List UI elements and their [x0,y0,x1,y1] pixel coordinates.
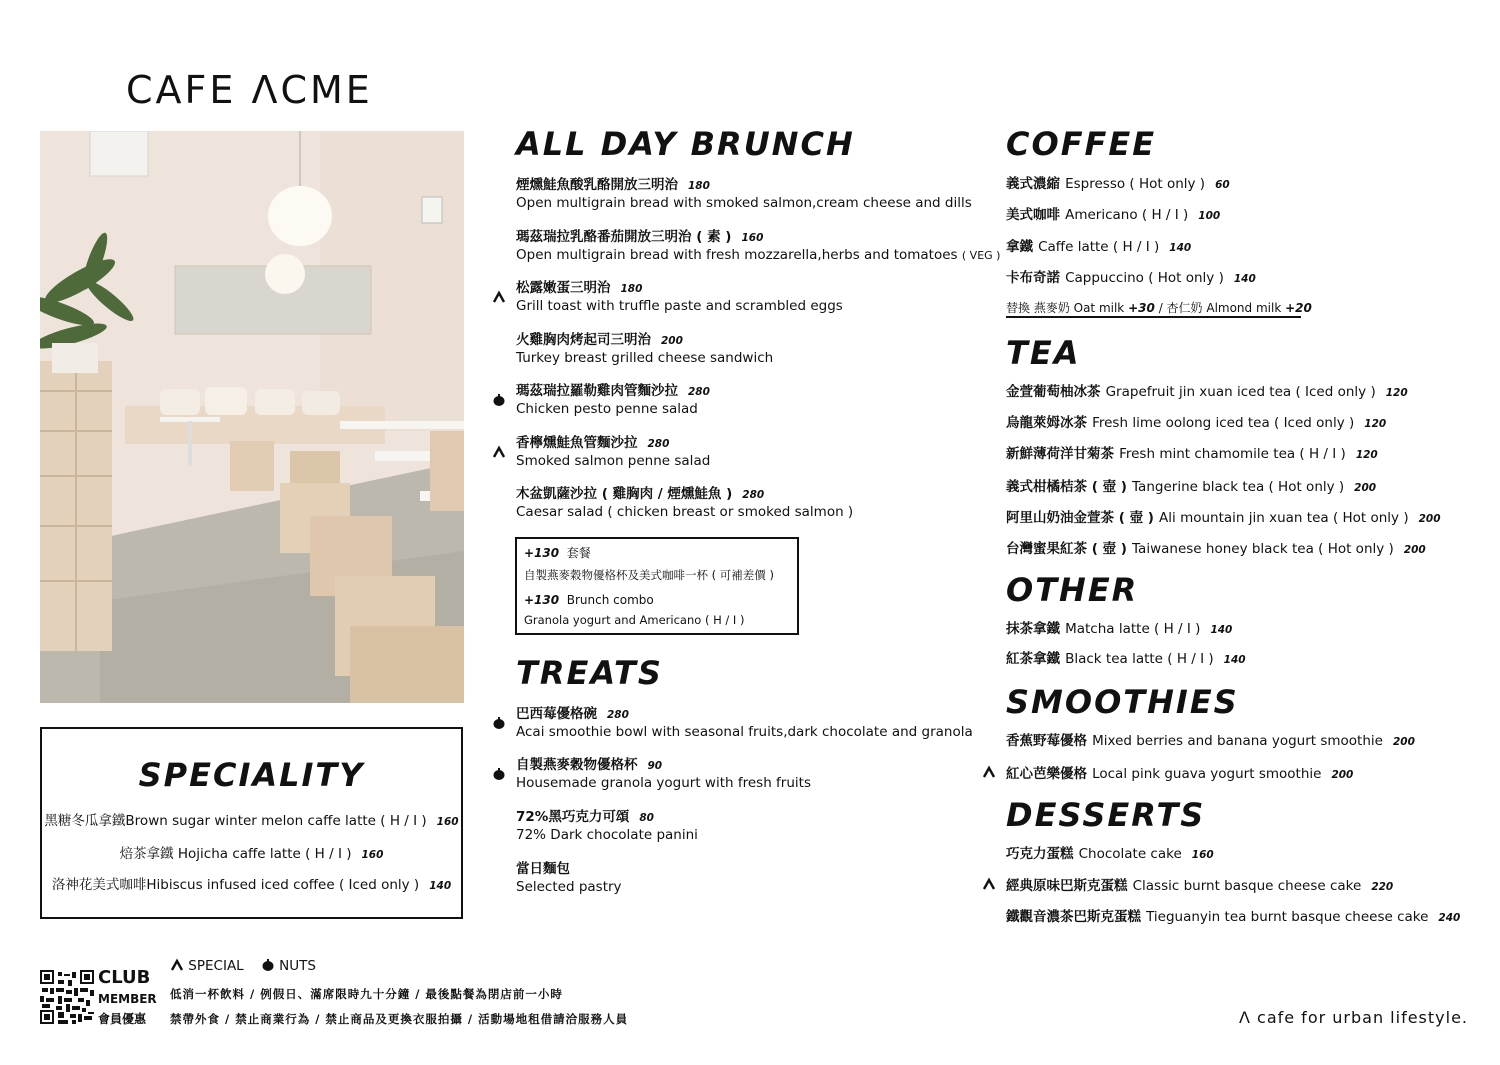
house-rules-line-2: 禁帶外食 / 禁止商業行為 / 禁止商品及更換衣服拍攝 / 活動場地租借請洽服務人員 [170,1012,629,1026]
member-label: MEMBER [98,992,157,1006]
menu-item[interactable]: 72%黑巧克力可頌 80 72% Dark chocolate panini [516,809,698,843]
qr-code[interactable] [40,970,94,1024]
menu-item[interactable]: 經典原味巴斯克蛋糕 Classic burnt basque cheese cake 220 [1006,878,1394,894]
menu-item[interactable]: 義式濃縮 Espresso ( Hot only ) 60 [1006,176,1230,192]
other-heading: OTHER [1006,571,1139,609]
menu-item[interactable]: 抹茶拿鐵 Matcha latte ( H / I ) 140 [1006,621,1233,637]
speciality-heading: SPECIALITY [138,756,365,794]
tagline: Λ cafe for urban lifestyle. [1238,1008,1468,1027]
nut-icon [261,958,275,972]
menu-item[interactable]: 火雞胸肉烤起司三明治 200 Turkey breast grilled cheese sandwich [516,332,774,366]
special-icon [982,765,996,779]
smoothies-heading: SMOOTHIES [1006,683,1239,721]
legend-special-label: SPECIAL [188,958,244,974]
menu-item[interactable]: 瑪茲瑞拉乳酪番茄開放三明治 ( 素 ) 160 Open multigrain bread with fresh mozzarella,herbs and tomatoes ( VEG ) [516,229,1001,263]
menu-item[interactable]: 新鮮薄荷洋甘菊茶 Fresh mint chamomile tea ( H / I ) 120 [1006,446,1378,462]
member-benefit-label: 會員優惠 [98,1012,147,1026]
menu-item[interactable]: 烏龍萊姆冰茶 Fresh lime oolong iced tea ( Iced only ) 120 [1006,415,1387,431]
special-icon [492,290,506,304]
special-icon [982,877,996,891]
brunch-combo-box: +130 套餐 自製燕麥穀物優格杯及美式咖啡一杯 ( 可補差價 ) +130 Brunch combo Granola yogurt and Americano ( H / I ) [515,537,799,635]
speciality-item[interactable]: 黑糖冬瓜拿鐵Brown sugar winter melon caffe latte ( H / I ) 160 [44,813,459,829]
menu-item[interactable]: 美式咖啡 Americano ( H / I ) 100 [1006,207,1221,223]
speciality-box [40,727,463,919]
desserts-heading: DESSERTS [1006,796,1206,834]
cafe-interior-photo [40,131,464,703]
house-rules-line-1: 低消一杯飲料 / 例假日、滿席限時九十分鐘 / 最後點餐為閉店前一小時 [170,987,563,1001]
cafe-logo: CAFE ΛCME [126,68,373,112]
coffee-heading: COFFEE [1006,125,1157,163]
nut-icon [492,767,506,781]
menu-item[interactable]: 香檸燻鮭魚管麵沙拉 280 Smoked salmon penne salad [516,435,711,469]
milk-substitute-note: 替換 燕麥奶 Oat milk +30 / 杏仁奶 Almond milk +20 [1006,301,1312,315]
nut-icon [492,716,506,730]
milk-underline [1006,316,1301,318]
treats-heading: TREATS [516,654,663,692]
menu-item[interactable]: 卡布奇諾 Cappuccino ( Hot only ) 140 [1006,270,1256,286]
menu-item[interactable]: 巧克力蛋糕 Chocolate cake 160 [1006,846,1214,862]
nut-icon [492,393,506,407]
menu-item[interactable]: 拿鐵 Caffe latte ( H / I ) 140 [1006,239,1192,255]
legend-nuts-label: NUTS [279,958,316,974]
menu-item[interactable]: 鐵觀音濃茶巴斯克蛋糕 Tieguanyin tea burnt basque cheese cake 240 [1006,909,1461,925]
menu-item[interactable]: 巴西莓優格碗 280 Acai smoothie bowl with seasonal fruits,dark chocolate and granola [516,706,973,740]
menu-item[interactable]: 金萱葡萄柚冰茶 Grapefruit jin xuan iced tea ( Iced only ) 120 [1006,384,1408,400]
menu-item[interactable]: 台灣蜜果紅茶 ( 壺 ) Taiwanese honey black tea ( Hot only ) 200 [1006,541,1426,557]
special-icon [492,445,506,459]
special-icon [170,958,184,972]
menu-item[interactable]: 瑪茲瑞拉羅勒雞肉管麵沙拉 280 Chicken pesto penne salad [516,383,710,417]
menu-item[interactable]: 自製燕麥穀物優格杯 90 Housemade granola yogurt with fresh fruits [516,757,811,791]
menu-item[interactable]: 阿里山奶油金萱茶 ( 壺 ) Ali mountain jin xuan tea ( Hot only ) 200 [1006,510,1441,526]
tea-heading: TEA [1006,334,1081,372]
menu-item[interactable]: 當日麵包 Selected pastry [516,861,622,895]
menu-item[interactable]: 紅心芭樂優格 Local pink guava yogurt smoothie 200 [1006,766,1354,782]
speciality-item[interactable]: 焙茶拿鐵 Hojicha caffe latte ( H / I ) 160 [119,846,384,862]
menu-item[interactable]: 煙燻鮭魚酸乳酪開放三明治 180 Open multigrain bread with smoked salmon,cream cheese and dills [516,177,972,211]
menu-item[interactable]: 松露嫩蛋三明治 180 Grill toast with truffle paste and scrambled eggs [516,280,843,314]
brunch-heading: ALL DAY BRUNCH [516,125,855,163]
speciality-item[interactable]: 洛神花美式咖啡Hibiscus infused iced coffee ( Iced only ) 140 [51,877,452,893]
menu-item[interactable]: 香蕉野莓優格 Mixed berries and banana yogurt smoothie 200 [1006,733,1415,749]
menu-item[interactable]: 紅茶拿鐵 Black tea latte ( H / I ) 140 [1006,651,1246,667]
menu-item[interactable]: 義式柑橘桔茶 ( 壺 ) Tangerine black tea ( Hot only ) 200 [1006,479,1377,495]
legend [170,958,316,974]
club-label: CLUB [98,967,151,988]
menu-item[interactable]: 木盆凱薩沙拉 ( 雞胸肉 / 煙燻鮭魚 ) 280 Caesar salad ( chicken breast or smoked salmon ) [516,486,854,520]
